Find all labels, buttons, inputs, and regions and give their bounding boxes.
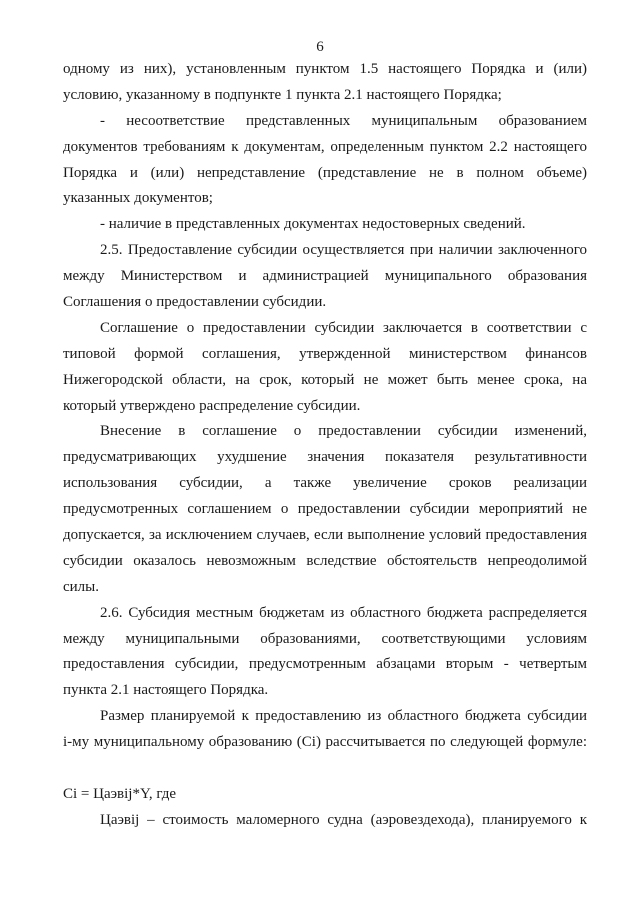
body-text — [63, 57, 587, 756]
text-line: допускается, за исключением случаев, если выполнение условий предоставления — [63, 527, 587, 544]
text-line: предоставления субсидии, предусмотренным абзацами вторым - четвертым — [63, 656, 587, 673]
text-line: предусмотренных соглашением о предоставлении субсидии мероприятий не — [63, 501, 587, 518]
text-line: предусматривающих ухудшение значения показателя результативности — [63, 449, 587, 466]
text-line: 2.5. Предоставление субсидии осуществляется при наличии заключенного — [100, 242, 587, 259]
text-line: использования субсидии, а также увеличение сроков реализации — [63, 475, 587, 492]
text-line: между Министерством и администрацией муниципального образования — [63, 268, 587, 285]
text-line: условию, указанному в подпункте 1 пункта 2.1 настоящего Порядка; — [63, 86, 502, 103]
text-line: Порядка и (или) непредставление (представление не в полном объеме) — [63, 164, 587, 181]
text-line: типовой формой соглашения, утвержденной министерством финансов — [63, 345, 587, 362]
text-line: пункта 2.1 настоящего Порядка. — [63, 682, 269, 699]
text-line: Внесение в соглашение о предоставлении субсидии изменений, — [100, 423, 587, 440]
text-line: силы. — [63, 578, 99, 595]
text-line: Цаэвij – стоимость маломерного судна (аэровездехода), планируемого к — [100, 811, 587, 828]
text-line: одному из них), установленным пунктом 1.5 настоящего Порядка и (или) — [63, 61, 587, 77]
text-line: Соглашение о предоставлении субсидии заключается в соответствии с — [100, 319, 587, 336]
text-line: - наличие в представленных документах недостоверных сведений. — [100, 216, 526, 233]
text-line: субсидии оказалось невозможным вследствие обстоятельств непреодолимой — [63, 552, 587, 569]
text-line: 2.6. Субсидия местным бюджетам из областного бюджета распределяется — [100, 604, 587, 621]
text-line: между муниципальными образованиями, соответствующими условиям — [63, 630, 587, 647]
formula-line: Ci = Цаэвij*Y, где — [63, 786, 177, 802]
formula-section — [63, 782, 587, 834]
text-line: Нижегородской области, на срок, который не может быть менее срока, на — [63, 371, 587, 388]
page-number: 6 — [316, 39, 324, 55]
text-line: документов требованиям к документам, определенным пунктом 2.2 настоящего — [63, 138, 587, 155]
text-line: указанных документов; — [63, 190, 213, 207]
text-line: Размер планируемой к предоставлению из областного бюджета субсидии — [100, 708, 587, 725]
text-line: который утверждено распределение субсидии. — [63, 397, 361, 414]
text-line: - несоответствие представленных муниципальным образованием — [100, 112, 587, 129]
text-line: Соглашения о предоставлении субсидии. — [63, 294, 327, 311]
text-line: i-му муниципальному образованию (Ci) рассчитывается по следующей формуле: — [63, 734, 587, 751]
